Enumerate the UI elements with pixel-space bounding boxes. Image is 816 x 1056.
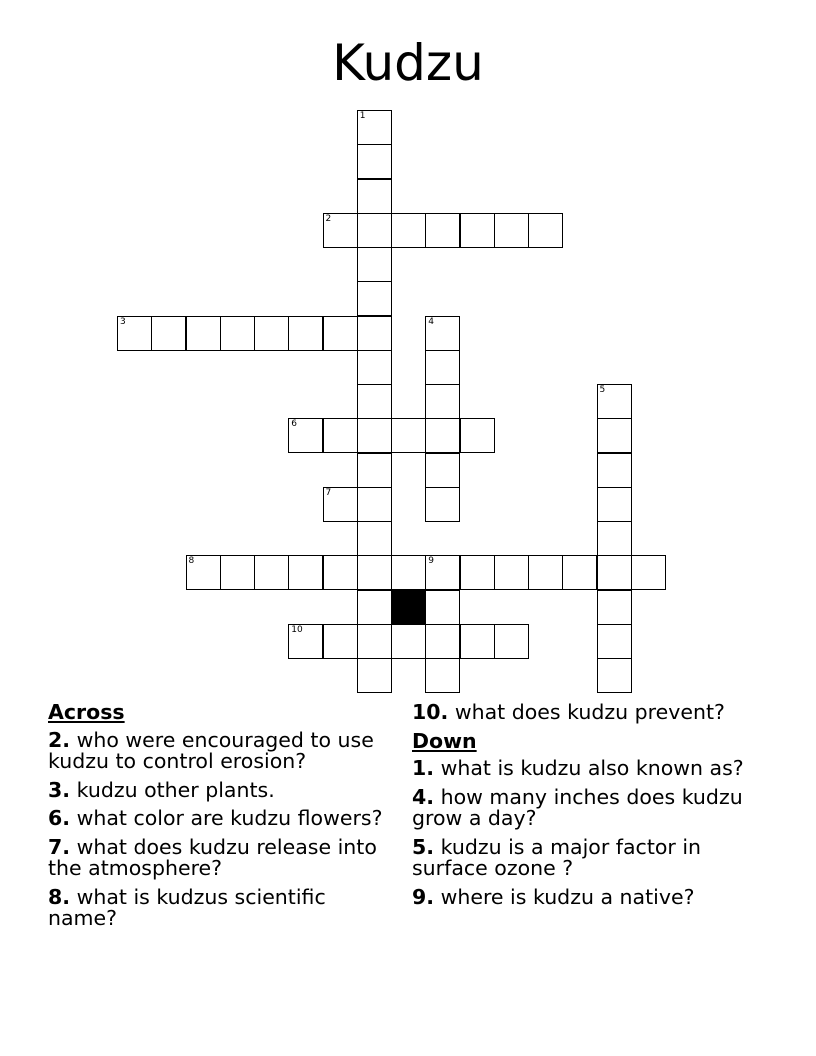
grid-cell[interactable] — [562, 555, 597, 590]
grid-cell[interactable] — [323, 316, 358, 351]
grid-cell[interactable] — [391, 555, 426, 590]
clue-number: 6 — [291, 419, 297, 430]
grid-cell[interactable] — [425, 384, 460, 419]
clue-across-3: 3. kudzu other plants. — [48, 777, 275, 802]
grid-cell[interactable] — [425, 590, 460, 625]
grid-cell[interactable] — [460, 624, 495, 659]
grid-cell[interactable] — [494, 213, 529, 248]
clue-number: 9 — [428, 556, 434, 567]
clue-number: 2 — [325, 213, 332, 224]
grid-cell[interactable] — [357, 453, 392, 488]
grid-cell[interactable] — [323, 624, 358, 659]
grid-cell[interactable] — [460, 555, 495, 590]
grid-cell[interactable] — [597, 487, 632, 522]
clue-across-7: 7. what does kudzu release into the atmosphere? — [48, 834, 377, 880]
grid-cell[interactable] — [425, 487, 460, 522]
grid-block — [391, 590, 426, 625]
grid-cell[interactable] — [597, 555, 632, 590]
grid-cell[interactable] — [186, 316, 221, 351]
grid-cell[interactable] — [460, 213, 495, 248]
grid-cell[interactable] — [323, 213, 358, 248]
clue-number: 3 — [120, 316, 126, 327]
grid-cell[interactable] — [357, 213, 392, 248]
grid-cell[interactable] — [357, 350, 392, 385]
grid-cell[interactable] — [357, 521, 392, 556]
grid-cell[interactable] — [597, 418, 632, 453]
grid-cell[interactable] — [391, 418, 426, 453]
grid-cell[interactable] — [357, 384, 392, 419]
grid-cell[interactable] — [597, 658, 632, 693]
grid-cell[interactable] — [597, 624, 632, 659]
clue-down-9: 9. where is kudzu a native? — [412, 884, 695, 909]
grid-cell[interactable] — [425, 350, 460, 385]
grid-cell[interactable] — [597, 521, 632, 556]
grid-cell[interactable] — [357, 316, 392, 351]
grid-cell[interactable] — [357, 247, 392, 282]
grid-cell[interactable] — [425, 453, 460, 488]
clue-number: 10 — [291, 624, 303, 635]
grid-cell[interactable] — [425, 213, 460, 248]
grid-cell[interactable] — [151, 316, 186, 351]
grid-cell[interactable] — [357, 658, 392, 693]
grid-cell[interactable] — [425, 418, 460, 453]
grid-cell[interactable] — [597, 453, 632, 488]
grid-cell[interactable] — [357, 418, 392, 453]
clues-left-column — [48, 702, 393, 937]
clue-number: 8 — [188, 556, 195, 567]
clue-across-10: 10. what does kudzu prevent? — [412, 700, 725, 724]
across-heading: Across — [48, 700, 125, 724]
grid-cell[interactable] — [357, 110, 392, 145]
grid-cell[interactable] — [220, 555, 255, 590]
clue-across-8: 8. what is kudzus scientific name? — [48, 884, 326, 930]
grid-cell[interactable] — [186, 555, 221, 590]
grid-cell[interactable] — [288, 555, 323, 590]
grid-cell[interactable] — [323, 418, 358, 453]
grid-cell[interactable] — [254, 316, 289, 351]
grid-cell[interactable] — [117, 316, 152, 351]
clue-down-1: 1. what is kudzu also known as? — [412, 756, 744, 780]
puzzle-title: Kudzu — [332, 34, 484, 92]
grid-cell[interactable] — [494, 555, 529, 590]
grid-cell[interactable] — [288, 418, 323, 453]
clues-right-column — [412, 702, 757, 915]
grid-cell[interactable] — [597, 384, 632, 419]
clue-across-6: 6. what color are kudzu flowers? — [48, 806, 383, 830]
grid-cell[interactable] — [597, 590, 632, 625]
grid-cell[interactable] — [391, 213, 426, 248]
grid-cell[interactable] — [323, 487, 358, 522]
grid-cell[interactable] — [254, 555, 289, 590]
down-heading: Down — [412, 728, 477, 753]
grid-cell[interactable] — [357, 179, 392, 214]
grid-cell[interactable] — [323, 555, 358, 590]
grid-cell[interactable] — [357, 624, 392, 659]
clue-number: 5 — [599, 385, 606, 395]
clue-number: 4 — [428, 316, 434, 327]
grid-cell[interactable] — [425, 624, 460, 659]
grid-cell[interactable] — [425, 555, 460, 590]
grid-cell[interactable] — [391, 624, 426, 659]
grid-cell[interactable] — [357, 281, 392, 316]
grid-cell[interactable] — [425, 316, 460, 351]
grid-cell[interactable] — [220, 316, 255, 351]
clue-number: 1 — [359, 111, 366, 121]
grid-cell[interactable] — [528, 555, 563, 590]
grid-cell[interactable] — [288, 624, 323, 659]
grid-cell[interactable] — [460, 418, 495, 453]
grid-cell[interactable] — [357, 144, 392, 179]
clue-across-2: 2. who were encouraged to use kudzu to control erosion? — [48, 727, 374, 773]
clue-down-5: 5. kudzu is a major factor in surface ozone ? — [412, 834, 702, 880]
grid-cell[interactable] — [357, 487, 392, 522]
clue-number: 7 — [325, 487, 332, 498]
grid-cell[interactable] — [494, 624, 529, 659]
grid-cell[interactable] — [357, 590, 392, 625]
grid-cell[interactable] — [288, 316, 323, 351]
grid-cell[interactable] — [357, 555, 392, 590]
grid-cell[interactable] — [425, 658, 460, 693]
clue-down-4: 4. how many inches does kudzu grow a day? — [412, 784, 743, 830]
grid-cell[interactable] — [631, 555, 666, 590]
grid-cell[interactable] — [528, 213, 563, 248]
